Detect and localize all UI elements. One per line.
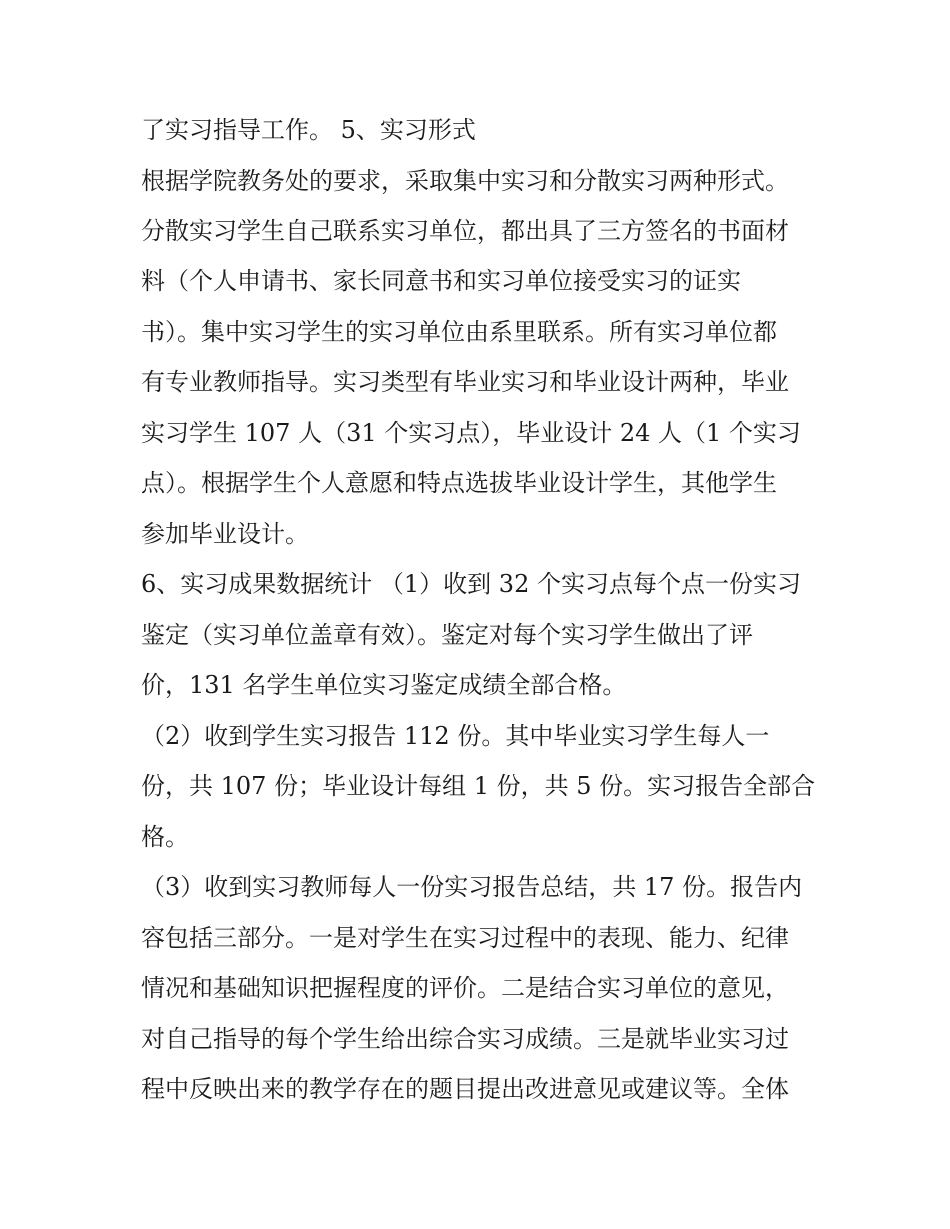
text-line: 分散实习学生自己联系实习单位，都出具了三方签名的书面材	[141, 217, 789, 245]
text-line: 根据学院教务处的要求，采取集中实习和分散实习两种形式。	[141, 167, 789, 195]
text-line: （2）收到学生实习报告 112 份。其中毕业实习学生每人一	[141, 722, 770, 750]
text-line: 书）。集中实习学生的实习单位由系里联系。所有实习单位都	[141, 318, 777, 346]
text-line: 点）。根据学生个人意愿和特点选拔毕业设计学生，其他学生	[141, 469, 777, 497]
text-line: 实习学生 107 人（31 个实习点），毕业设计 24 人（1 个实习	[141, 419, 801, 447]
text-line: 价，131 名学生单位实习鉴定成绩全部合格。	[141, 671, 627, 699]
text-line: 份，共 107 份；毕业设计每组 1 份，共 5 份。实习报告全部合	[141, 772, 816, 800]
text-line: （3）收到实习教师每人一份实习报告总结，共 17 份。报告内	[141, 873, 803, 901]
text-line: 料（个人申请书、家长同意书和实习单位接受实习的证实	[141, 267, 741, 295]
text-line: 程中反映出来的教学存在的题目提出改进意见或建议等。全体	[141, 1075, 789, 1103]
text-line: 了实习指导工作。 5、实习形式	[141, 116, 476, 144]
text-line: 参加毕业设计。	[141, 520, 309, 548]
text-line: 格。	[141, 823, 189, 851]
text-line: 对自己指导的每个学生给出综合实习成绩。三是就毕业实习过	[141, 1025, 789, 1053]
text-line: 情况和基础知识把握程度的评价。二是结合实习单位的意见，	[141, 974, 789, 1002]
text-line: 容包括三部分。一是对学生在实习过程中的表现、能力、纪律	[141, 924, 789, 952]
text-line: 6、实习成果数据统计 （1）收到 32 个实习点每个点一份实习	[141, 570, 801, 598]
text-line: 有专业教师指导。实习类型有毕业实习和毕业设计两种，毕业	[141, 368, 789, 396]
text-line: 鉴定（实习单位盖章有效）。鉴定对每个实习学生做出了评	[141, 621, 753, 649]
